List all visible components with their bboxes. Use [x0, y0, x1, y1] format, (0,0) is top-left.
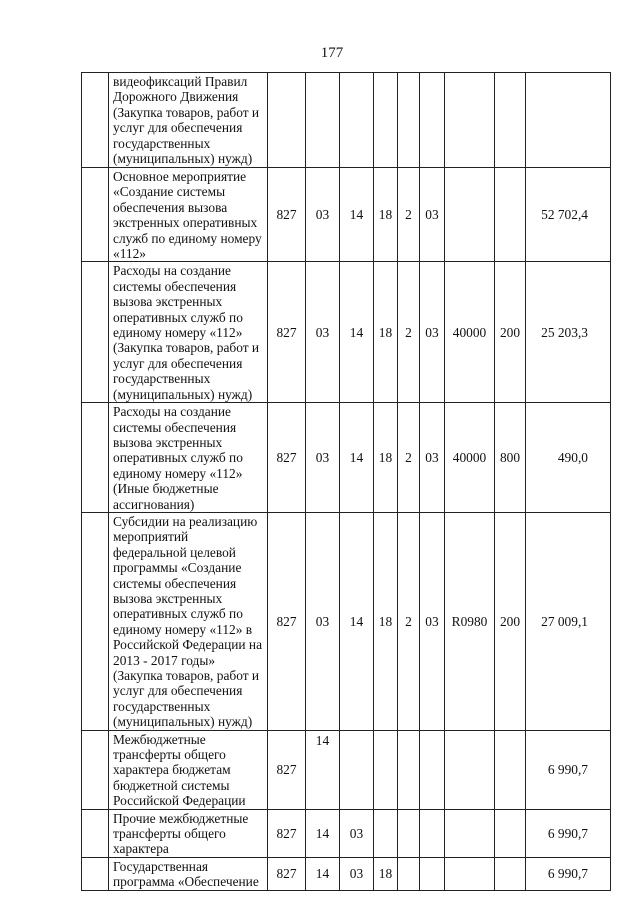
direction-code-cell	[445, 168, 495, 262]
main-event-code-cell: 03	[420, 512, 445, 730]
main-event-code-cell	[420, 857, 445, 890]
table-row	[82, 403, 611, 513]
expense-type-cell	[495, 168, 526, 262]
number-cell	[82, 512, 109, 730]
section-code-cell: 03	[306, 262, 340, 403]
ministry-code-cell: 827	[268, 262, 306, 403]
program-code-cell	[374, 809, 398, 857]
ministry-code-cell: 827	[268, 403, 306, 513]
expense-type-cell: 200	[495, 262, 526, 403]
program-code-cell	[374, 730, 398, 809]
ministry-code-cell: 827	[268, 168, 306, 262]
direction-code-cell: 40000	[445, 403, 495, 513]
section-code-cell	[306, 73, 340, 168]
section-code-cell: 14	[306, 730, 340, 809]
amount-cell: 27 009,1	[526, 512, 611, 730]
main-event-code-cell: 03	[420, 262, 445, 403]
subprogram-code-cell: 2	[398, 262, 420, 403]
subprogram-code-cell	[398, 809, 420, 857]
expense-type-cell	[495, 730, 526, 809]
item-name-cell: Основное мероприятие «Создание системы обеспечения вызова экстренных оперативных служб по единому номеру «112»	[109, 168, 268, 262]
expense-type-cell	[495, 73, 526, 168]
direction-code-cell: 40000	[445, 262, 495, 403]
program-code-cell	[374, 73, 398, 168]
item-name-cell: видеофиксаций Правил Дорожного Движения (Закупка товаров, работ и услуг для обеспечения государственных (муниципальных) нужд)	[109, 73, 268, 168]
program-code-cell: 18	[374, 168, 398, 262]
subsection-code-cell: 14	[340, 403, 374, 513]
amount-cell: 6 990,7	[526, 809, 611, 857]
number-cell	[82, 809, 109, 857]
table-row	[82, 809, 611, 857]
page-number: 177	[320, 45, 344, 61]
direction-code-cell	[445, 730, 495, 809]
number-cell	[82, 730, 109, 809]
program-code-cell: 18	[374, 262, 398, 403]
number-cell	[82, 168, 109, 262]
amount-cell: 52 702,4	[526, 168, 611, 262]
ministry-code-cell: 827	[268, 809, 306, 857]
section-code-cell: 03	[306, 403, 340, 513]
ministry-code-cell: 827	[268, 730, 306, 809]
subprogram-code-cell	[398, 73, 420, 168]
direction-code-cell	[445, 809, 495, 857]
main-event-code-cell	[420, 809, 445, 857]
amount-cell: 6 990,7	[526, 857, 611, 890]
table-row	[82, 512, 611, 730]
subprogram-code-cell: 2	[398, 168, 420, 262]
table-row	[82, 73, 611, 168]
amount-cell: 6 990,7	[526, 730, 611, 809]
subsection-code-cell: 14	[340, 168, 374, 262]
subprogram-code-cell: 2	[398, 512, 420, 730]
expense-type-cell	[495, 809, 526, 857]
table-body	[82, 73, 611, 891]
table-row	[82, 168, 611, 262]
subprogram-code-cell: 2	[398, 403, 420, 513]
amount-cell: 490,0	[526, 403, 611, 513]
number-cell	[82, 403, 109, 513]
program-code-cell: 18	[374, 512, 398, 730]
main-event-code-cell: 03	[420, 403, 445, 513]
item-name-cell: Межбюджетные трансферты общего характера бюджетам бюджетной системы Российской Федерации	[109, 730, 268, 809]
table-row	[82, 857, 611, 890]
table-row	[82, 262, 611, 403]
section-code-cell: 14	[306, 857, 340, 890]
ministry-code-cell	[268, 73, 306, 168]
direction-code-cell	[445, 73, 495, 168]
item-name-cell: Расходы на создание системы обеспечения вызова экстренных оперативных служб по единому номеру «112» (Закупка товаров, работ и услуг для обеспечения государственных (муниципальных) нужд)	[109, 262, 268, 403]
main-event-code-cell	[420, 73, 445, 168]
amount-cell: 25 203,3	[526, 262, 611, 403]
section-code-cell: 03	[306, 168, 340, 262]
subsection-code-cell	[340, 73, 374, 168]
program-code-cell: 18	[374, 403, 398, 513]
direction-code-cell: R0980	[445, 512, 495, 730]
subprogram-code-cell	[398, 730, 420, 809]
expense-type-cell: 200	[495, 512, 526, 730]
number-cell	[82, 857, 109, 890]
amount-cell	[526, 73, 611, 168]
subsection-code-cell: 14	[340, 512, 374, 730]
item-name-cell: Прочие межбюджетные трансферты общего характера	[109, 809, 268, 857]
item-name-cell: Государственная программа «Обеспечение	[109, 857, 268, 890]
main-event-code-cell	[420, 730, 445, 809]
section-code-cell: 03	[306, 512, 340, 730]
ministry-code-cell: 827	[268, 512, 306, 730]
main-event-code-cell: 03	[420, 168, 445, 262]
subsection-code-cell: 14	[340, 262, 374, 403]
section-code-cell: 14	[306, 809, 340, 857]
number-cell	[82, 262, 109, 403]
ministry-code-cell: 827	[268, 857, 306, 890]
program-code-cell: 18	[374, 857, 398, 890]
expense-type-cell: 800	[495, 403, 526, 513]
table-row	[82, 730, 611, 809]
subprogram-code-cell	[398, 857, 420, 890]
subsection-code-cell: 03	[340, 809, 374, 857]
item-name-cell: Расходы на создание системы обеспечения вызова экстренных оперативных служб по единому номеру «112» (Иные бюджетные ассигнования)	[109, 403, 268, 513]
item-name-cell: Субсидии на реализацию мероприятий федеральной целевой программы «Создание системы обеспечения вызова экстренных оперативных служб по единому номеру «112» в Российской Федерации на 2013 - 2017 годы» (Закупка товаров, работ и услуг для обеспечения государственных (муниципальных) нужд)	[109, 512, 268, 730]
subsection-code-cell: 03	[340, 857, 374, 890]
subsection-code-cell	[340, 730, 374, 809]
budget-table	[81, 72, 611, 891]
number-cell	[82, 73, 109, 168]
direction-code-cell	[445, 857, 495, 890]
expense-type-cell	[495, 857, 526, 890]
